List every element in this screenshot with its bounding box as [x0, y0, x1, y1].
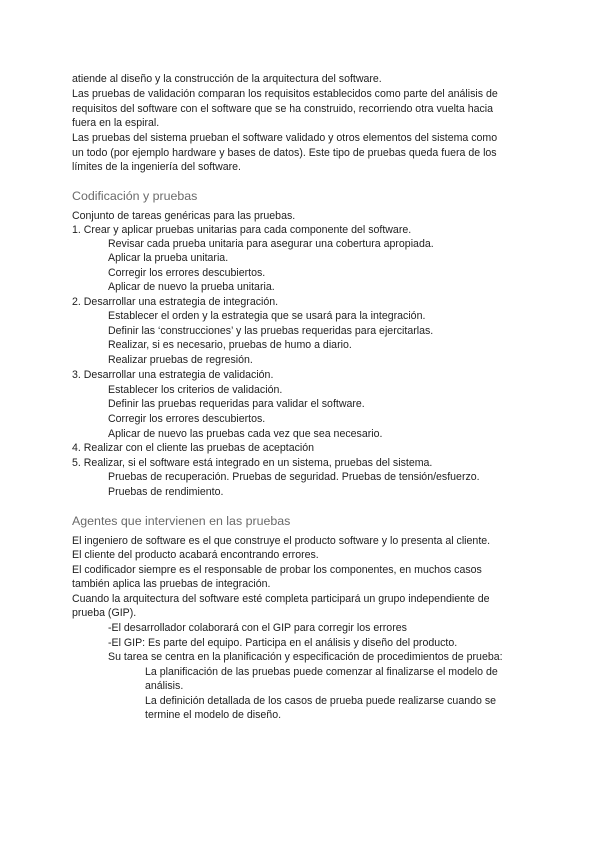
paragraph-line: Cuando la arquitectura del software esté completa participará un grupo independiente de	[72, 593, 490, 605]
list-item: 2. Desarrollar una estrategia de integración.	[72, 296, 279, 308]
nested-list-item: termine el modelo de diseño.	[145, 709, 282, 721]
section-heading: Agentes que intervienen en las pruebas	[72, 514, 291, 528]
paragraph-line: El cliente del producto acabará encontrando errores.	[72, 549, 319, 561]
paragraph-line: El ingeniero de software es el que construye el producto software y lo presenta al cliente.	[72, 535, 491, 547]
paragraph-line: Conjunto de tareas genéricas para las pruebas.	[72, 210, 296, 222]
nested-list-item: La definición detallada de los casos de prueba puede realizarse cuando se	[145, 695, 497, 707]
list-item: 4. Realizar con el cliente las pruebas de aceptación	[72, 442, 315, 454]
sub-list-item: -El desarrollador colaborará con el GIP para corregir los errores	[108, 622, 407, 634]
sub-list-item: Corregir los errores descubiertos.	[108, 267, 266, 279]
nested-list-item: La planificación de las pruebas puede comenzar al finalizarse el modelo de	[145, 666, 498, 678]
paragraph-line: fuera en la espiral.	[72, 117, 160, 129]
sub-list-item: Definir las ‘construcciones’ y las pruebas requeridas para ejercitarlas.	[108, 325, 434, 337]
paragraph-line: atiende al diseño y la construcción de la arquitectura del software.	[72, 73, 382, 85]
sub-list-item: Pruebas de rendimiento.	[108, 486, 224, 498]
list-item: 1. Crear y aplicar pruebas unitarias para cada componente del software.	[72, 224, 412, 236]
paragraph-line: prueba (GIP).	[72, 607, 137, 619]
sub-list-item: Revisar cada prueba unitaria para asegurar una cobertura apropiada.	[108, 238, 434, 250]
section-heading: Codificación y pruebas	[72, 189, 198, 203]
paragraph-line: Las pruebas del sistema prueban el software validado y otros elementos del sistema como	[72, 132, 498, 144]
sub-list-item: Pruebas de recuperación. Pruebas de seguridad. Pruebas de tensión/esfuerzo.	[108, 471, 480, 483]
list-item: 5. Realizar, si el software está integrado en un sistema, pruebas del sistema.	[72, 457, 433, 469]
paragraph-line: requisitos del software con el software que se ha construido, recorriendo otra vuelta hacia	[72, 103, 494, 115]
sub-list-item: Establecer el orden y la estrategia que se usará para la integración.	[108, 310, 426, 322]
sub-list-item: Definir las pruebas requeridas para validar el software.	[108, 398, 365, 410]
sub-list-item: Establecer los criterios de validación.	[108, 384, 283, 396]
sub-list-item: Aplicar de nuevo las pruebas cada vez que sea necesario.	[108, 428, 383, 440]
nested-list-item: análisis.	[145, 680, 184, 692]
paragraph-line: Las pruebas de validación comparan los requisitos establecidos como parte del análisis de	[72, 88, 498, 100]
sub-list-item: Realizar pruebas de regresión.	[108, 354, 253, 366]
sub-list-item: Aplicar de nuevo la prueba unitaria.	[108, 281, 275, 293]
sub-list-item: Aplicar la prueba unitaria.	[108, 252, 229, 264]
paragraph-line: El codificador siempre es el responsable de probar los componentes, en muchos casos	[72, 564, 482, 576]
paragraph-line: un todo (por ejemplo hardware y bases de datos). Este tipo de pruebas queda fuera de los	[72, 147, 497, 159]
paragraph-line: también aplica las pruebas de integración.	[72, 578, 271, 590]
sub-list-item: Su tarea se centra en la planificación y especificación de procedimientos de prueba:	[108, 651, 503, 663]
sub-list-item: -El GIP: Es parte del equipo. Participa en el análisis y diseño del producto.	[108, 637, 458, 649]
sub-list-item: Realizar, si es necesario, pruebas de humo a diario.	[108, 339, 352, 351]
list-item: 3. Desarrollar una estrategia de validación.	[72, 369, 274, 381]
paragraph-line: límites de la ingeniería del software.	[72, 161, 241, 173]
sub-list-item: Corregir los errores descubiertos.	[108, 413, 266, 425]
